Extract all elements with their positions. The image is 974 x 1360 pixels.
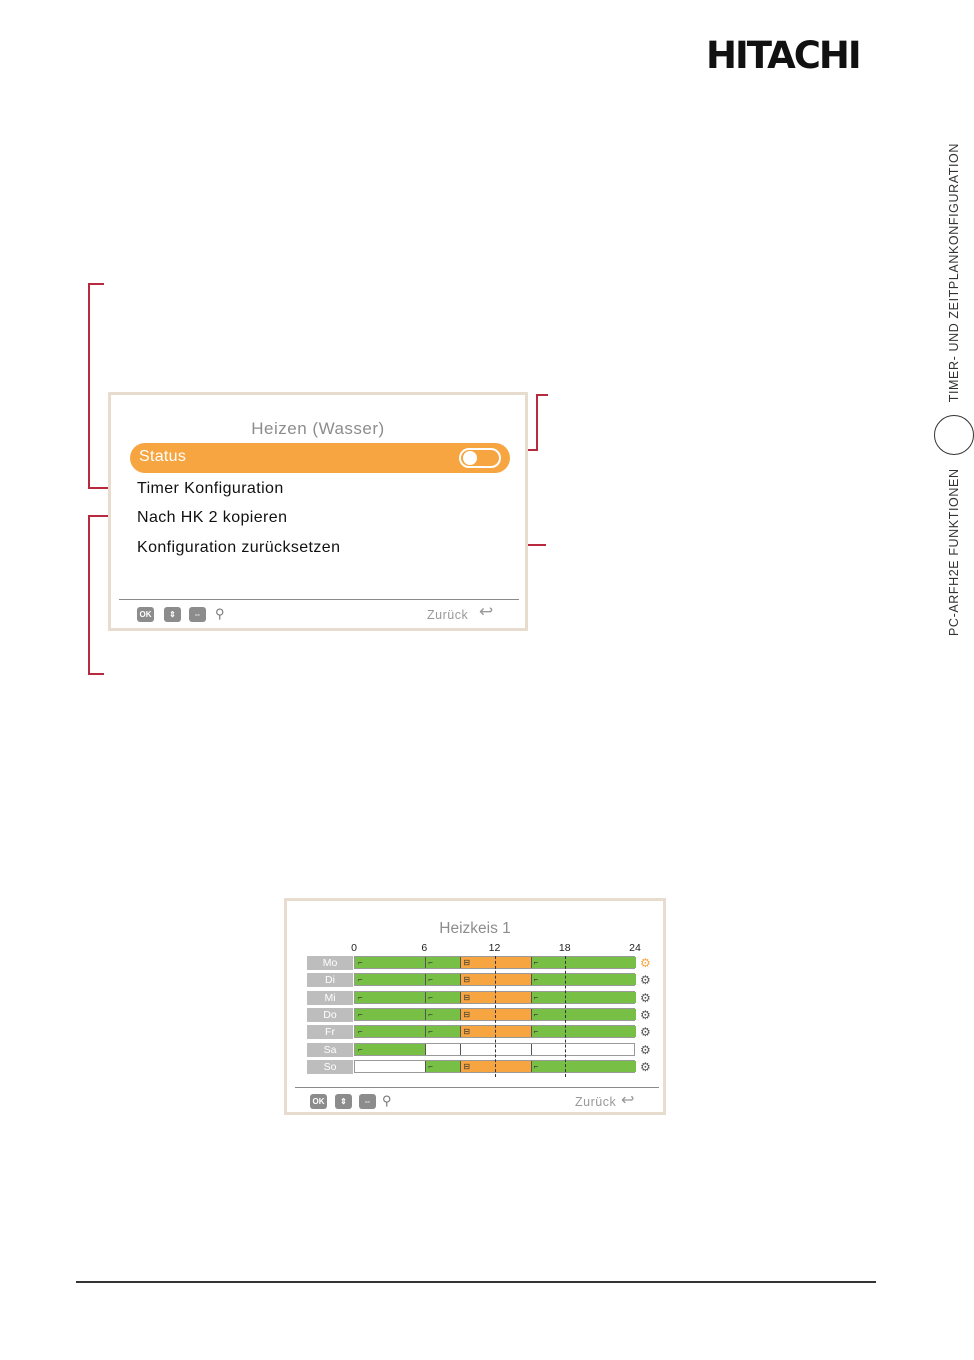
eco-block <box>531 1026 636 1037</box>
segment-divider <box>460 1026 461 1037</box>
eco-block <box>425 957 460 968</box>
wrench-icon[interactable]: ⚲ <box>382 1093 392 1108</box>
sleep-icon: ⌐ <box>533 992 539 1002</box>
sofa-icon: ⊟ <box>463 958 471 967</box>
sofa-icon: ⊟ <box>463 1009 471 1019</box>
eco-block <box>355 957 425 968</box>
segment-divider <box>531 957 532 968</box>
comfort-block <box>460 992 530 1003</box>
footer-divider <box>119 599 519 600</box>
status-toggle[interactable] <box>459 448 501 468</box>
back-arrow-icon[interactable]: ↩ <box>621 1092 635 1109</box>
eco-block <box>531 957 636 968</box>
status-label: Status <box>139 448 187 465</box>
left-right-key-icon[interactable]: ⇔ <box>189 607 206 622</box>
back-label[interactable]: Zurück <box>427 608 469 622</box>
eco-block <box>355 974 425 985</box>
sleep-icon: ⌐ <box>428 1061 433 1071</box>
eco-block <box>425 974 460 985</box>
segment-divider <box>531 974 532 985</box>
comfort-block <box>460 1009 530 1020</box>
eco-block <box>531 1061 636 1072</box>
sleep-icon: ⌐ <box>533 958 539 967</box>
hour-guide-line <box>565 956 566 1077</box>
up-down-key-icon[interactable]: ⇕ <box>164 607 181 622</box>
weekly-schedule-screen <box>284 898 666 1115</box>
eco-block <box>425 1009 460 1020</box>
heating-menu-screen <box>108 392 528 631</box>
sleep-icon: ⌐ <box>358 1044 363 1054</box>
eco-block <box>425 992 460 1003</box>
day-label: Sa <box>307 1043 353 1057</box>
eco-block <box>425 1061 460 1072</box>
sleep-icon: ⌐ <box>358 1027 363 1037</box>
day-settings-gear-icon[interactable]: ⚙ <box>640 1059 651 1074</box>
hour-tick-label: 12 <box>488 942 501 954</box>
sleep-icon: ⌐ <box>533 1027 539 1037</box>
day-settings-gear-icon[interactable]: ⚙ <box>640 973 651 988</box>
segment-divider <box>460 992 461 1003</box>
menu-item-reset-config[interactable]: Konfiguration zurücksetzen <box>137 539 341 556</box>
eco-block <box>531 1009 636 1020</box>
hour-guide-line <box>495 956 496 1077</box>
day-label: Mi <box>307 991 353 1005</box>
eco-block <box>425 1026 460 1037</box>
sleep-icon: ⌐ <box>358 975 363 985</box>
hour-tick-label: 18 <box>558 942 571 954</box>
segment-divider <box>531 1044 532 1055</box>
day-label: So <box>307 1060 353 1074</box>
eco-block <box>531 974 636 985</box>
day-settings-gear-icon[interactable]: ⚙ <box>640 1007 651 1022</box>
ok-key-icon[interactable]: OK <box>137 607 154 622</box>
segment-divider <box>531 1061 532 1072</box>
up-down-key-icon[interactable]: ⇕ <box>335 1094 352 1109</box>
sleep-icon: ⌐ <box>533 975 539 985</box>
sleep-icon: ⌐ <box>533 1009 539 1019</box>
comfort-block <box>460 1026 530 1037</box>
segment-divider <box>531 992 532 1003</box>
hour-tick-label: 6 <box>421 942 428 954</box>
day-settings-gear-icon[interactable]: ⚙ <box>640 990 651 1005</box>
segment-divider <box>425 957 426 968</box>
comfort-block <box>460 1061 530 1072</box>
segment-divider <box>460 974 461 985</box>
side-label-right: TIMER- UND ZEITPLANKONFIGURATION <box>947 143 961 403</box>
section-circle-icon <box>934 415 974 455</box>
status-row[interactable] <box>130 443 510 473</box>
side-section-label <box>934 143 974 636</box>
segment-divider <box>460 1044 461 1055</box>
back-arrow-icon[interactable]: ↩ <box>479 602 494 621</box>
day-label: Di <box>307 973 353 987</box>
segment-divider <box>425 974 426 985</box>
segment-divider <box>425 992 426 1003</box>
hitachi-logo: HITACHI <box>706 34 860 77</box>
schedule-title: Heizkeis 1 <box>439 920 511 937</box>
footer-divider <box>295 1087 659 1088</box>
sleep-icon: ⌐ <box>428 958 433 967</box>
menu-item-copy-hk2[interactable]: Nach HK 2 kopieren <box>137 509 288 526</box>
toggle-knob <box>463 451 477 465</box>
sofa-icon: ⊟ <box>463 1027 471 1037</box>
day-settings-gear-icon[interactable]: ⚙ <box>640 1042 651 1057</box>
day-settings-gear-icon[interactable]: ⚙ <box>640 1025 651 1040</box>
sleep-icon: ⌐ <box>428 975 433 985</box>
left-right-key-icon[interactable]: ⇔ <box>359 1094 376 1109</box>
segment-divider <box>460 957 461 968</box>
day-label: Fr <box>307 1025 353 1039</box>
eco-block <box>355 992 425 1003</box>
sleep-icon: ⌐ <box>533 1061 539 1071</box>
segment-divider <box>425 1044 426 1055</box>
day-label: Mo <box>307 956 353 970</box>
sleep-icon: ⌐ <box>428 1027 433 1037</box>
sofa-icon: ⊟ <box>463 1061 471 1071</box>
sleep-icon: ⌐ <box>358 1009 363 1019</box>
segment-divider <box>425 1061 426 1072</box>
menu-item-timer-config[interactable]: Timer Konfiguration <box>137 480 284 497</box>
sofa-icon: ⊟ <box>463 992 471 1002</box>
eco-block <box>355 1026 425 1037</box>
hour-tick-label: 0 <box>351 942 357 954</box>
segment-divider <box>531 1026 532 1037</box>
day-settings-gear-icon[interactable]: ⚙ <box>640 956 651 970</box>
eco-block <box>531 992 636 1003</box>
sleep-icon: ⌐ <box>428 992 433 1002</box>
comfort-block <box>460 974 530 985</box>
eco-block <box>355 1044 425 1055</box>
sleep-icon: ⌐ <box>358 958 363 967</box>
sleep-icon: ⌐ <box>428 1009 433 1019</box>
sleep-icon: ⌐ <box>358 992 363 1002</box>
comfort-block <box>460 957 530 968</box>
segment-divider <box>460 1061 461 1072</box>
day-label: Do <box>307 1008 353 1022</box>
back-label[interactable]: Zurück <box>575 1095 617 1109</box>
segment-divider <box>460 1009 461 1020</box>
screen-title: Heizen (Wasser) <box>251 419 385 438</box>
sofa-icon: ⊟ <box>463 975 471 985</box>
footer-rule <box>76 1281 876 1283</box>
segment-divider <box>425 1009 426 1020</box>
segment-divider <box>531 1009 532 1020</box>
side-label-left: PC-ARFH2E FUNKTIONEN <box>947 468 961 636</box>
ok-key-icon[interactable]: OK <box>310 1094 327 1109</box>
segment-divider <box>425 1026 426 1037</box>
eco-block <box>355 1009 425 1020</box>
hour-tick-label: 24 <box>629 942 641 954</box>
wrench-icon[interactable]: ⚲ <box>215 606 225 621</box>
